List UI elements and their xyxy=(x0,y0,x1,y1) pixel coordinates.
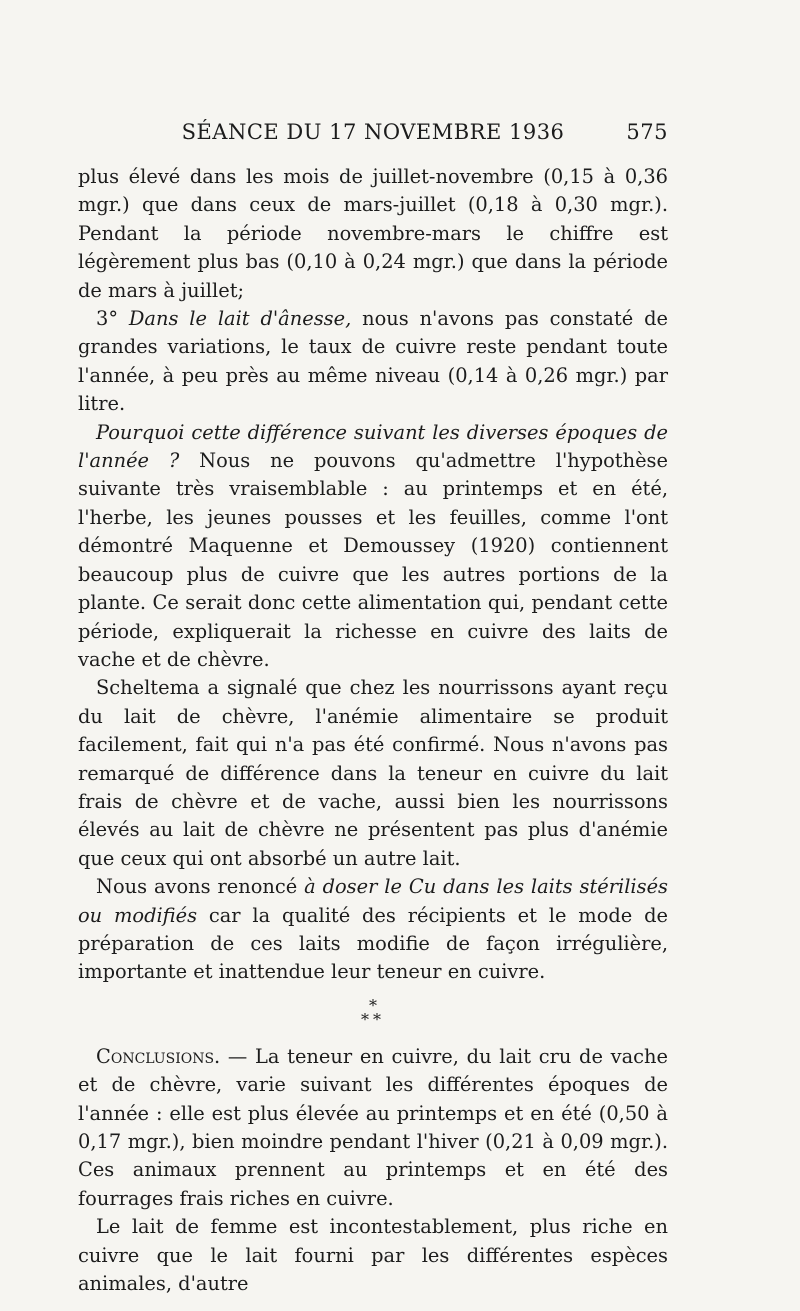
separator-star-top: * xyxy=(369,995,377,1015)
conclusions-heading: Conclusions. xyxy=(96,1044,221,1068)
paragraph-7: Le lait de femme est incontestablement, plus riche en cuivre que le lait fourni par les différentes espèces animales, d'autre xyxy=(78,1215,668,1296)
conclusions-text: — La teneur en cuivre, du lait cru de vache et de chèvre, varie suivant les différentes époques de l'année : elle est plus élevée au printemps et en été (0,50 à 0,17 mgr.), bien moindre pendant l'hiver (0,21 à 0,09 mgr.). Ces animaux prennent au printemps et en été des fourrages frais riches en cuivre. xyxy=(78,1044,668,1210)
section-separator xyxy=(78,987,668,1043)
paragraph-3-text: Nous ne pouvons qu'admettre l'hypothèse suivante très vraisemblable : au printemps et en été, l'herbe, les jeunes pousses et les feuilles, comme l'ont démontré Maquenne et Demoussey (1920) contiennent beaucoup plus de cuivre que les autres portions de la plante. Ce serait donc cette alimentation qui, pendant cette période, expliquerait la richesse en cuivre des laits de vache et de chèvre. xyxy=(78,449,668,671)
paragraph-4: Scheltema a signalé que chez les nourrissons ayant reçu du lait de chèvre, l'anémie alimentaire se produit facilement, fait qui n'a pas été confirmé. Nous n'avons pas remarqué de différence dans la teneur en cuivre du lait frais de chèvre et de vache, aussi bien les nourrissons élevés au lait de chèvre ne présentent pas plus d'anémie que ceux qui ont absorbé un autre lait. xyxy=(78,676,668,870)
paragraph-2-text: nous n'avons pas constaté de grandes variations, le taux de cuivre reste pendant toute l'année, à peu près au même niveau (0,14 à 0,26 mgr.) par litre. xyxy=(78,307,668,416)
paragraph-2-number: 3° xyxy=(96,307,129,331)
page-header xyxy=(78,120,668,154)
page-number: 575 xyxy=(626,120,668,144)
running-title: SÉANCE DU 17 NOVEMBRE 1936 xyxy=(181,120,565,144)
paragraph-5-text: car la qualité des récipients et le mode de préparation de ces laits modifie de façon irrégulière, importante et inattendue leur teneur en cuivre. xyxy=(78,903,668,984)
paragraph-3 xyxy=(78,419,668,675)
body-text xyxy=(78,163,668,1298)
paragraph-5-start: Nous avons renoncé xyxy=(96,875,305,899)
paragraph-conclusions xyxy=(78,1043,668,1213)
paragraph-5-italic: à doser le Cu dans les laits stérilisés ou modifiés xyxy=(78,875,668,927)
paragraph-2 xyxy=(78,305,668,419)
paragraph-3-italic: Pourquoi cette différence suivant les diverses époques de l'année ? xyxy=(78,420,668,473)
paragraph-5 xyxy=(78,873,668,987)
paragraph-1: plus élevé dans les mois de juillet-novembre (0,15 à 0,36 mgr.) que dans ceux de mars-juillet (0,18 à 0,30 mgr.). Pendant la période novembre-mars le chiffre est légèrement plus bas (0,10 à 0,24 mgr.) que dans la période de mars à juillet; xyxy=(78,165,668,302)
separator-stars-bottom: ** xyxy=(361,1009,385,1029)
paragraph-2-italic: Dans le lait d'ânesse, xyxy=(128,307,352,331)
